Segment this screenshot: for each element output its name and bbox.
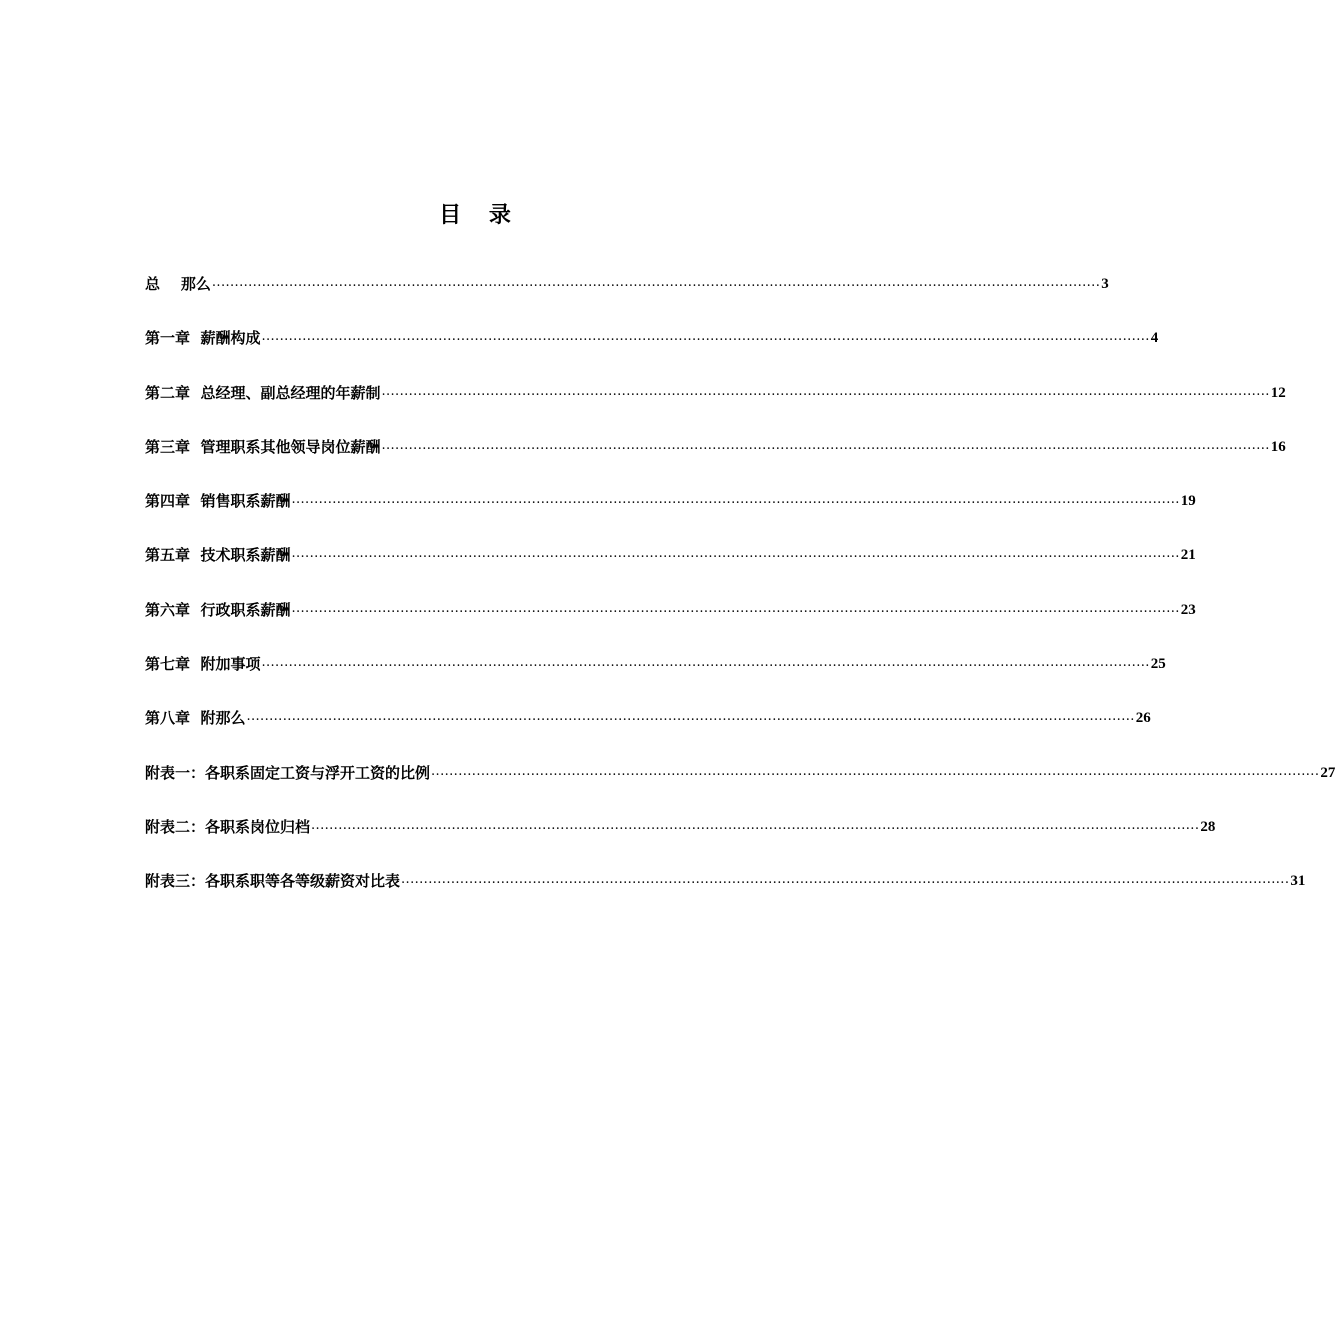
toc-entry[interactable] [145,565,1196,619]
toc-entry-label: 第四章 销售职系薪酬 [145,492,291,511]
toc-entry[interactable] [145,620,1166,674]
toc-entry-label: 附表三：各职系职等各等级薪资对比表 [145,872,401,891]
toc-dot-leader: .................................................................................................................................................................................................... [246,709,1135,725]
toc-entry-label: 附表一：各职系固定工资与浮开工资的比例 [145,763,431,782]
toc-entry[interactable] [145,403,1286,457]
toc-entry[interactable] [145,783,1216,837]
toc-dot-leader: .................................................................................................................................................................................................... [381,383,1270,399]
toc-page-number: 23 [1180,601,1196,618]
toc-entry-label: 附表二：各职系岗位归档 [145,817,311,836]
toc-page-number: 19 [1180,493,1196,510]
page-title: 目 录 [439,202,521,228]
toc-entry-label: 第六章 行政职系薪酬 [145,600,291,619]
toc-page-number: 25 [1150,656,1166,673]
toc-entry-label: 第八章 附那么 [145,709,246,728]
toc-entry[interactable] [145,294,1159,348]
toc-dot-leader: .................................................................................................................................................................................................... [291,546,1180,562]
toc-dot-leader: .................................................................................................................................................................................................... [291,492,1180,508]
toc-page-number: 21 [1180,547,1196,564]
toc-entry[interactable] [145,457,1196,511]
toc-entry[interactable] [145,674,1151,728]
toc-dot-leader: .................................................................................................................................................................................................... [291,600,1180,616]
toc-dot-leader: .................................................................................................................................................................................................... [431,763,1320,779]
toc-entry[interactable] [145,728,1335,782]
toc-page-number: 26 [1135,710,1151,727]
toc-entry-label: 第三章 管理职系其他领导岗位薪酬 [145,437,381,456]
toc-entry-label: 第五章 技术职系薪酬 [145,546,291,565]
toc-page-number: 12 [1270,384,1286,401]
toc-page-number: 4 [1150,330,1159,347]
toc-entry[interactable] [145,348,1286,402]
toc-entry[interactable] [145,511,1196,565]
toc-page-number: 3 [1101,276,1109,292]
toc-entry-label: 总 那么 [145,275,211,293]
toc-dot-leader: .................................................................................................................................................................................................... [261,329,1150,345]
toc-dot-leader: .................................................................................................................................................................................................... [211,275,1101,290]
toc-dot-leader: .................................................................................................................................................................................................... [311,817,1200,833]
toc-page-number: 28 [1200,818,1216,835]
toc-entry[interactable] [145,270,1109,294]
toc-entry-label: 第一章 薪酬构成 [145,329,261,348]
toc-entry-label: 第二章 总经理、副总经理的年薪制 [145,383,381,402]
toc-page-number: 16 [1270,438,1286,455]
toc-page-number: 27 [1320,764,1335,781]
toc-entry-label: 第七章 附加事项 [145,655,261,674]
toc-dot-leader: .................................................................................................................................................................................................... [401,872,1290,888]
toc-dot-leader: .................................................................................................................................................................................................... [261,655,1150,671]
table-of-contents [145,270,1335,891]
toc-dot-leader: .................................................................................................................................................................................................... [381,437,1270,453]
toc-entry[interactable] [145,837,1306,891]
toc-page-number: 31 [1290,873,1306,890]
